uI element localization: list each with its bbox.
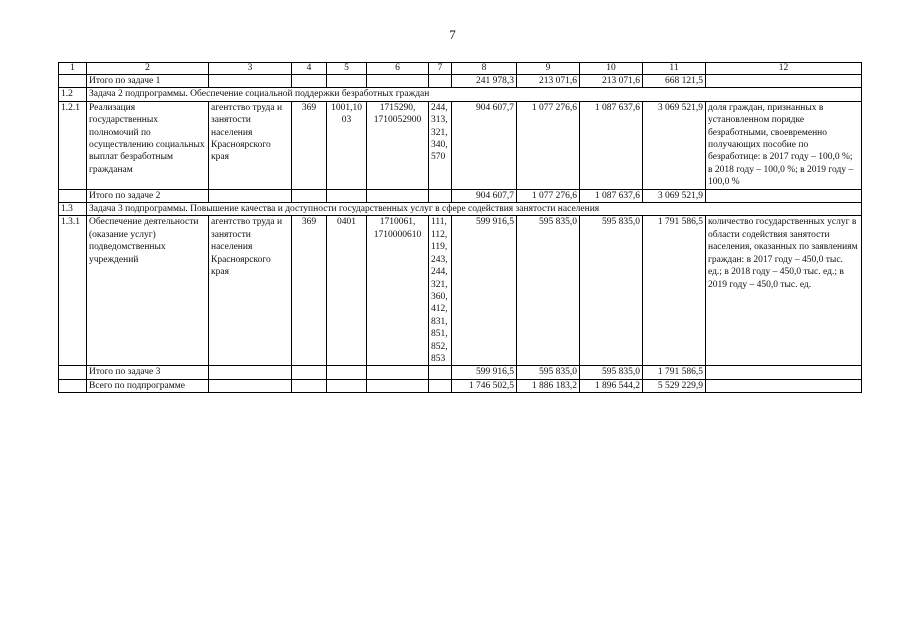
value-2019: 1 087 637,6 [580, 189, 643, 202]
total-task2-row [59, 189, 862, 202]
expected-result: доля граждан, признанных в установленном порядке безработными, своевременно получающих пособие по безработице: в 2017 году – 100,0 %; в 2018 году – 100,0 %; в 2019 году – 100,0 % [706, 101, 862, 189]
header-cell: 7 [429, 63, 452, 75]
header-cell: 6 [367, 63, 429, 75]
total-label: Итого по задаче 3 [87, 366, 209, 379]
grbs-code: 369 [292, 216, 327, 366]
measure-row-1-2-1 [59, 101, 862, 189]
header-cell: 2 [87, 63, 209, 75]
measure-row-1-3-1 [59, 216, 862, 366]
executor: агентство труда и занятости населения Красноярского края [209, 101, 292, 189]
measure-number: 1.3.1 [59, 216, 87, 366]
task3-heading-row [59, 203, 862, 216]
value-2017: 599 916,5 [452, 366, 517, 379]
value-total: 1 791 586,5 [643, 366, 706, 379]
value-total: 3 069 521,9 [643, 189, 706, 202]
header-cell: 5 [327, 63, 367, 75]
vr-code: 244, 313, 321, 340, 570 [429, 101, 452, 189]
rzpr-code: 1001,10 03 [327, 101, 367, 189]
header-cell: 4 [292, 63, 327, 75]
total-label: Итого по задаче 1 [87, 75, 209, 88]
header-row [59, 63, 862, 75]
header-cell: 12 [706, 63, 862, 75]
total-label: Итого по задаче 2 [87, 189, 209, 202]
page-number: 7 [449, 27, 456, 42]
total-task1-row [59, 75, 862, 88]
value-2019: 1 087 637,6 [580, 101, 643, 189]
task-title: Задача 3 подпрограммы. Повышение качества и доступности государственных услуг в сфере содействия занятости населения [87, 203, 862, 216]
measure-name: Обеспечение деятельности (оказание услуг) подведомственных учреждений [87, 216, 209, 366]
csr-code: 1715290, 1710052900 [367, 101, 429, 189]
task-title: Задача 2 подпрограммы. Обеспечение социальной поддержки безработных граждан [87, 88, 862, 101]
value-2019: 213 071,6 [580, 75, 643, 88]
value-2018: 595 835,0 [517, 216, 580, 366]
header-cell: 11 [643, 63, 706, 75]
value-total: 668 121,5 [643, 75, 706, 88]
total-task3-row [59, 366, 862, 379]
value-2019: 595 835,0 [580, 216, 643, 366]
value-2019: 1 896 544,2 [580, 379, 643, 392]
value-2017: 599 916,5 [452, 216, 517, 366]
value-2017: 904 607,7 [452, 101, 517, 189]
value-total: 1 791 586,5 [643, 216, 706, 366]
value-2018: 595 835,0 [517, 366, 580, 379]
value-2017: 904 607,7 [452, 189, 517, 202]
csr-code: 1710061, 1710000610 [367, 216, 429, 366]
header-cell: 3 [209, 63, 292, 75]
task-number: 1.3 [59, 203, 87, 216]
grbs-code: 369 [292, 101, 327, 189]
header-cell: 1 [59, 63, 87, 75]
measure-number: 1.2.1 [59, 101, 87, 189]
task-number: 1.2 [59, 88, 87, 101]
value-2018: 1 077 276,6 [517, 189, 580, 202]
value-total: 3 069 521,9 [643, 101, 706, 189]
subprogram-table [58, 62, 862, 393]
value-2018: 213 071,6 [517, 75, 580, 88]
executor: агентство труда и занятости населения Красноярского края [209, 216, 292, 366]
total-subprogram-row [59, 379, 862, 392]
value-2018: 1 077 276,6 [517, 101, 580, 189]
header-cell: 10 [580, 63, 643, 75]
task2-heading-row [59, 88, 862, 101]
vr-code: 111, 112, 119, 243, 244, 321, 360, 412, 831, 851, 852, 853 [429, 216, 452, 366]
total-label: Всего по подпрограмме [87, 379, 209, 392]
value-total: 5 529 229,9 [643, 379, 706, 392]
measure-name: Реализация государственных полномочий по осуществлению социальных выплат безработным гражданам [87, 101, 209, 189]
value-2018: 1 886 183,2 [517, 379, 580, 392]
value-2017: 1 746 502,5 [452, 379, 517, 392]
value-2017: 241 978,3 [452, 75, 517, 88]
header-cell: 9 [517, 63, 580, 75]
header-cell: 8 [452, 63, 517, 75]
rzpr-code: 0401 [327, 216, 367, 366]
value-2019: 595 835,0 [580, 366, 643, 379]
expected-result: количество государственных услуг в области содействия занятости населения, оказанных по заявлениям граждан: в 2017 году – 450,0 тыс. ед.; в 2018 году – 450,0 тыс. ед.; в 2019 году – 450,0 тыс. ед. [706, 216, 862, 366]
